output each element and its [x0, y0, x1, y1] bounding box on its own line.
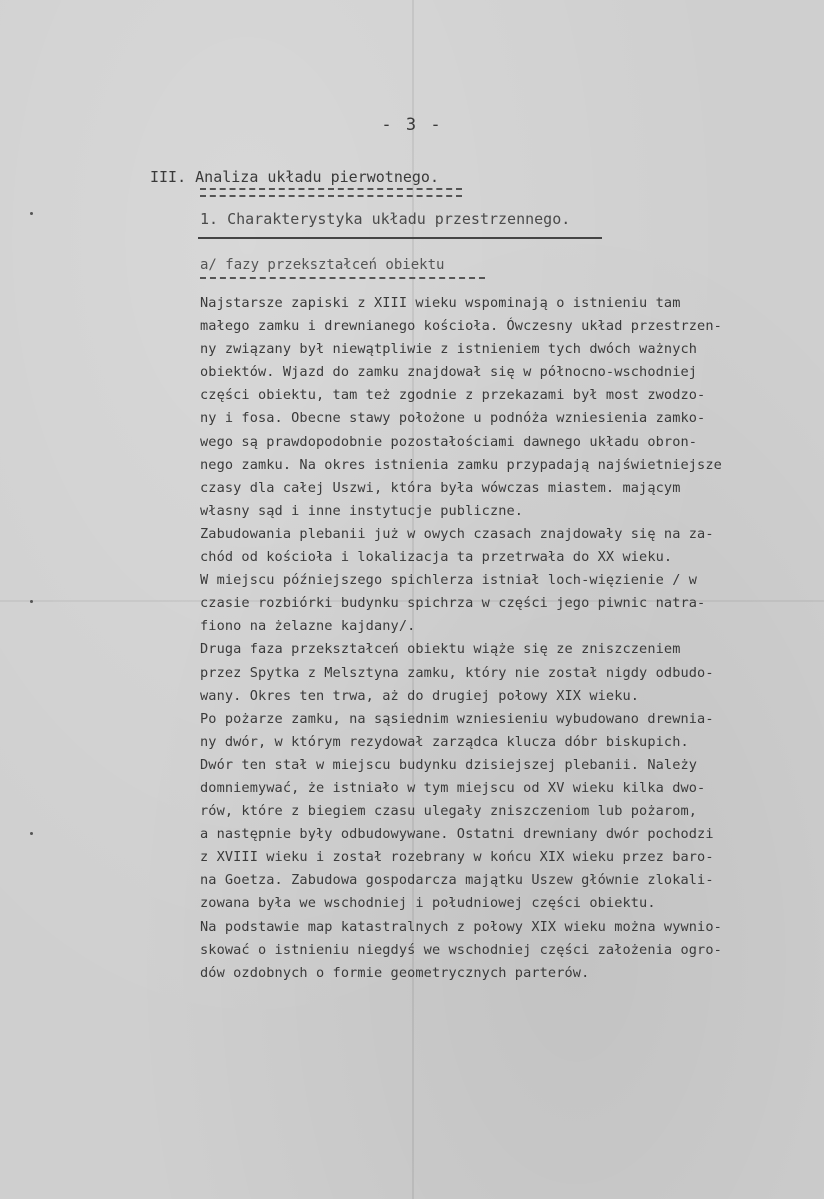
- text-line: zowana była we wschodniej i południowej części obiektu.: [200, 895, 656, 912]
- text-line: czasie rozbiórki budynku spichrza w części jego piwnic natra-: [200, 595, 706, 612]
- text-line: a następnie były odbudowywane. Ostatni drewniany dwór pochodzi: [200, 826, 714, 843]
- text-line: przez Spytka z Melsztyna zamku, który nie został nigdy odbudo-: [200, 664, 714, 681]
- text-line: Zabudowania plebanii już w owych czasach znajdowały się na za-: [200, 525, 714, 542]
- text-line: małego zamku i drewnianego kościoła. Ówczesny układ przestrzen-: [200, 318, 722, 335]
- text-line: obiektów. Wjazd do zamku znajdował się w północno-wschodniej: [200, 364, 698, 381]
- subsection-heading: 1. Charakterystyka układu przestrzennego.: [200, 210, 571, 228]
- punch-mark: [30, 832, 33, 835]
- text-line: części obiektu, tam też zgodnie z przekazami był most zwodzo-: [200, 387, 706, 404]
- section-heading: III. Analiza układu pierwotnego.: [150, 168, 439, 186]
- text-line: Druga faza przekształceń obiektu wiąże się ze zniszczeniem: [200, 641, 681, 658]
- text-line: własny sąd i inne instytucje publiczne.: [200, 502, 524, 519]
- text-line: rów, które z biegiem czasu ulegały zniszczeniom lub pożarom,: [200, 803, 698, 820]
- punch-mark: [30, 212, 33, 215]
- text-line: z XVIII wieku i został rozebrany w końcu XIX wieku przez baro-: [200, 849, 714, 866]
- body-text: [200, 292, 820, 985]
- subsubsection-heading-underline: [200, 277, 485, 279]
- text-line: Najstarsze zapiski z XIII wieku wspominają o istnieniu tam: [200, 295, 681, 311]
- text-line: ny dwór, w którym rezydował zarządca klucza dóbr biskupich.: [200, 733, 689, 750]
- text-line: fiono na żelazne kajdany/.: [200, 618, 416, 635]
- text-line: Na podstawie map katastralnych z połowy XIX wieku można wywnio-: [200, 918, 722, 935]
- text-line: chód od kościoła i lokalizacja ta przetrwała do XX wieku.: [200, 549, 673, 566]
- subsection-heading-underline: [198, 237, 602, 239]
- text-line: ny i fosa. Obecne stawy położone u podnóża wzniesienia zamko-: [200, 410, 706, 427]
- text-line: wany. Okres ten trwa, aż do drugiej połowy XIX wieku.: [200, 687, 640, 704]
- text-line: Po pożarze zamku, na sąsiednim wzniesieniu wybudowano drewnia-: [200, 710, 714, 727]
- section-heading-underline: [200, 188, 462, 197]
- page-number: - 3 -: [381, 115, 443, 135]
- punch-mark: [30, 600, 33, 603]
- subsubsection-heading: a/ fazy przekształceń obiektu: [200, 257, 445, 273]
- text-line: ny związany był niewątpliwie z istnieniem tych dwóch ważnych: [200, 341, 698, 358]
- text-line: wego są prawdopodobnie pozostałościami dawnego układu obron-: [200, 433, 698, 450]
- text-line: Dwór ten stał w miejscu budynku dzisiejszej plebanii. Należy: [200, 756, 698, 773]
- text-line: nego zamku. Na okres istnienia zamku przypadają najświetniejsze: [200, 456, 722, 473]
- text-line: domniemywać, że istniało w tym miejscu od XV wieku kilka dwo-: [200, 779, 706, 796]
- text-line: W miejscu późniejszego spichlerza istniał loch-więzienie / w: [200, 572, 698, 589]
- text-line: dów ozdobnych o formie geometrycznych parterów.: [200, 964, 590, 981]
- text-line: czasy dla całej Uszwi, która była wówczas miastem. mającym: [200, 479, 681, 496]
- text-line: na Goetza. Zabudowa gospodarcza majątku Uszew głównie zlokali-: [200, 872, 714, 889]
- text-line: skować o istnieniu niegdyś we wschodniej części założenia ogro-: [200, 941, 722, 958]
